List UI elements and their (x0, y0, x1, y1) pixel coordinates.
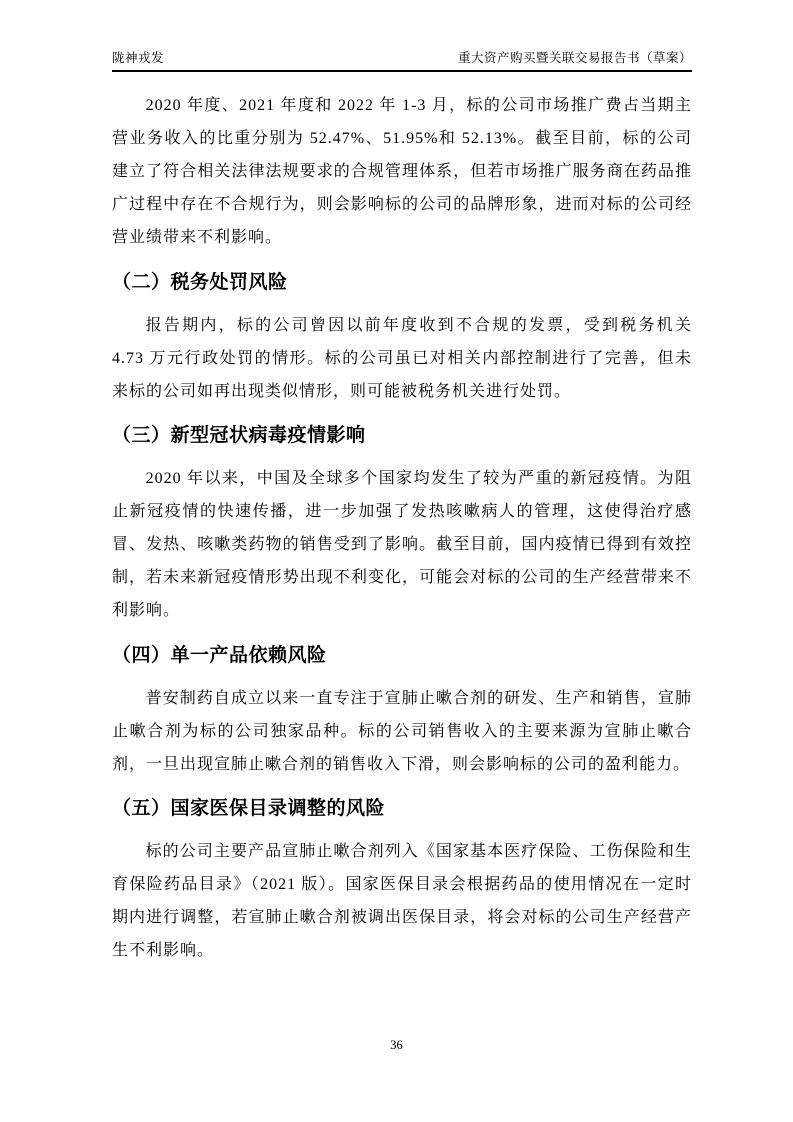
header-report-title: 重大资产购买暨关联交易报告书（草案） (457, 51, 692, 65)
paragraph-medical-insurance-catalog-risk: 标的公司主要产品宣肺止嗽合剂列入《国家基本医疗保险、工伤保险和生育保险药品目录》（2021 版）。国家医保目录会根据药品的使用情况在一定时期内进行调整，若宣肺止嗽合剂被调出医保目录，将会对标的公司生产经营产生不利影响。 (112, 843, 692, 959)
section-heading-single-product-risk: （四）单一产品依赖风险 (112, 644, 327, 666)
page-footer (0, 1037, 793, 1053)
page-header (112, 50, 692, 72)
paragraph-single-product-risk: 普安制药自成立以来一直专注于宣肺止嗽合剂的研发、生产和销售，宣肺止嗽合剂为标的公司独家品种。标的公司销售收入的主要来源为宣肺止嗽合剂，一旦出现宣肺止嗽合剂的销售收入下滑，则会影响标的公司的盈利能力。 (112, 689, 692, 773)
section-heading-tax-penalty-risk: （二）税务处罚风险 (112, 271, 288, 293)
page-number: 36 (390, 1038, 403, 1052)
paragraph-market-promotion-risk: 2020 年度、2021 年度和 2022 年 1-3 月，标的公司市场推广费占当期主营业务收入的比重分别为 52.47%、51.95%和 52.13%。截至目前，标的公司建立了符合相关法律法规要求的合规管理体系，但若市场推广服务商在药品推广过程中存在不合规行为，则会影响标的公司的品牌形象，进而对标的公司经营业绩带来不利影响。 (112, 97, 692, 246)
document-content (112, 89, 692, 967)
section-heading-medical-insurance-catalog-risk: （五）国家医保目录调整的风险 (112, 798, 386, 819)
section-heading-covid-impact: （三）新型冠状病毒疫情影响 (112, 425, 366, 446)
paragraph-tax-penalty-risk: 报告期内，标的公司曾因以前年度收到不合规的发票，受到税务机关 4.73 万元行政处罚的情形。标的公司虽已对相关内部控制进行了完善，但未来标的公司如再出现类似情形，则可能被税务机关进行处罚。 (112, 316, 692, 400)
paragraph-covid-impact: 2020 年以来，中国及全球多个国家均发生了较为严重的新冠疫情。为阻止新冠疫情的快速传播，进一步加强了发热咳嗽病人的管理，这使得治疗感冒、发热、咳嗽类药物的销售受到了影响。截至目前，国内疫情已得到有效控制，若未来新冠疫情形势出现不利变化，可能会对标的公司的生产经营带来不利影响。 (112, 470, 692, 619)
header-company-name: 陇神戎发 (112, 51, 165, 65)
